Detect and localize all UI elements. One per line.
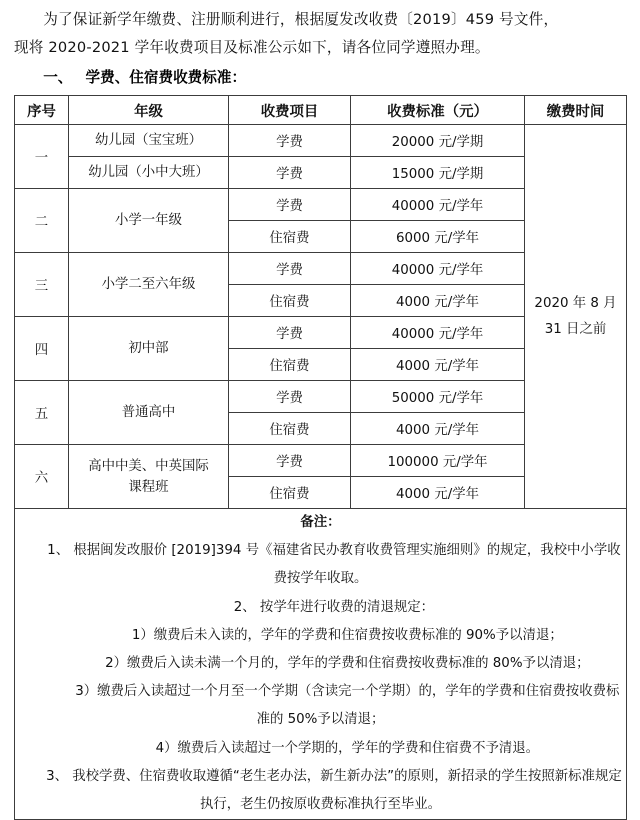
grade-line: 普通高中 <box>121 405 176 420</box>
remark-item-2: 2、 按学年进行收费的清退规定： <box>233 599 435 615</box>
fee-standard-cell: 40000 元/学年 <box>351 253 525 285</box>
grade-cell <box>69 189 229 253</box>
fee-standard-cell: 100000 元/学年 <box>351 445 525 477</box>
section-title: 学费、住宿费收费标准： <box>85 69 247 86</box>
fee-item-cell: 学费 <box>229 317 351 349</box>
grade-cell <box>69 253 229 317</box>
column-header-no: 序号 <box>15 96 69 125</box>
row-number-cell: 一 <box>15 125 69 189</box>
column-header-time: 缴费时间 <box>525 96 627 125</box>
fee-standard-cell: 40000 元/学年 <box>351 189 525 221</box>
grade-cell <box>69 381 229 445</box>
grade-line: 小学一年级 <box>115 213 182 228</box>
grade-line: 小学二至六年级 <box>101 277 196 292</box>
fee-standard-cell: 50000 元/学年 <box>351 381 525 413</box>
row-number-cell: 二 <box>15 189 69 253</box>
column-header-standard: 收费标准（元） <box>351 96 525 125</box>
fee-item-cell: 学费 <box>229 253 351 285</box>
fee-item-cell: 学费 <box>229 189 351 221</box>
row-number-cell: 六 <box>15 445 69 509</box>
table-body <box>15 125 627 509</box>
fee-standard-cell: 40000 元/学年 <box>351 317 525 349</box>
grade-line: 初中部 <box>128 341 169 356</box>
intro-paragraph-1: 为了保证新学年缴费、注册顺利进行，根据厦发改收费〔2019〕459 号文件， <box>43 11 559 28</box>
intro-paragraph-2: 现将 2020-2021 学年收费项目及标准公示如下，请各位同学遵照办理。 <box>14 39 490 56</box>
payment-time-cell <box>525 125 627 509</box>
grade-cell <box>69 317 229 381</box>
grade-cell: 幼儿园（小中大班） <box>69 157 229 189</box>
intro-section <box>0 0 640 62</box>
column-header-grade: 年级 <box>69 96 229 125</box>
fee-standard-cell: 6000 元/学年 <box>351 221 525 253</box>
table-header-row <box>15 96 627 125</box>
fee-standard-cell: 20000 元/学期 <box>351 125 525 157</box>
remarks-title: 备注： <box>300 515 341 530</box>
section-heading <box>0 64 640 92</box>
row-number-cell: 三 <box>15 253 69 317</box>
remark-sub-item-3: 3）缴费后入读超过一个月至一个学期（含读完一个学期）的，学年的学费和住宿费按收费标准的 50%予以清退； <box>75 684 620 728</box>
fee-standard-cell: 4000 元/学年 <box>351 349 525 381</box>
column-header-item: 收费项目 <box>229 96 351 125</box>
fee-item-cell: 学费 <box>229 125 351 157</box>
table-row <box>15 125 627 157</box>
remark-sub-item-2: 2）缴费后入读未满一个月的，学年的学费和住宿费按收费标准的 80%予以清退； <box>105 656 590 672</box>
payment-time-line: 31 日之前 <box>544 321 607 337</box>
row-number-cell: 四 <box>15 317 69 381</box>
fee-item-cell: 住宿费 <box>229 477 351 509</box>
remark-item-3: 3、 我校学费、住宿费收取遵循“老生老办法，新生新办法”的原则，新招录的学生按照新标准规定执行，老生仍按原收费标准执行至毕业。 <box>46 768 622 813</box>
grade-cell <box>69 445 229 509</box>
grade-cell: 幼儿园（宝宝班） <box>69 125 229 157</box>
remarks-row <box>15 509 627 820</box>
grade-line: 课程班 <box>128 479 169 495</box>
remarks-cell <box>15 509 627 820</box>
section-number: 一、 <box>43 69 73 86</box>
fee-standards-table <box>14 95 627 820</box>
fee-item-cell: 住宿费 <box>229 413 351 445</box>
fee-standard-cell: 4000 元/学年 <box>351 413 525 445</box>
remark-sub-item-4: 4）缴费后入读超过一个学期的，学年的学费和住宿费不予清退。 <box>155 740 540 756</box>
fee-standard-cell: 4000 元/学年 <box>351 285 525 317</box>
fee-item-cell: 学费 <box>229 157 351 189</box>
fee-item-cell: 住宿费 <box>229 349 351 381</box>
fee-item-cell: 住宿费 <box>229 285 351 317</box>
fee-item-cell: 住宿费 <box>229 221 351 253</box>
remark-item-1: 1、 根据闽发改服价 [2019]394 号《福建省民办教育收费管理实施细则》的规定，我校中小学收费按学年收取。 <box>47 543 621 587</box>
grade-line: 高中中美、中英国际 <box>88 458 209 474</box>
payment-time-line: 2020 年 8 月 <box>534 295 617 311</box>
fee-standard-cell: 4000 元/学年 <box>351 477 525 509</box>
remark-sub-item-1: 1）缴费后未入读的，学年的学费和住宿费按收费标准的 90%予以清退； <box>131 627 563 643</box>
fee-item-cell: 学费 <box>229 381 351 413</box>
row-number-cell: 五 <box>15 381 69 445</box>
fee-item-cell: 学费 <box>229 445 351 477</box>
fee-standard-cell: 15000 元/学期 <box>351 157 525 189</box>
